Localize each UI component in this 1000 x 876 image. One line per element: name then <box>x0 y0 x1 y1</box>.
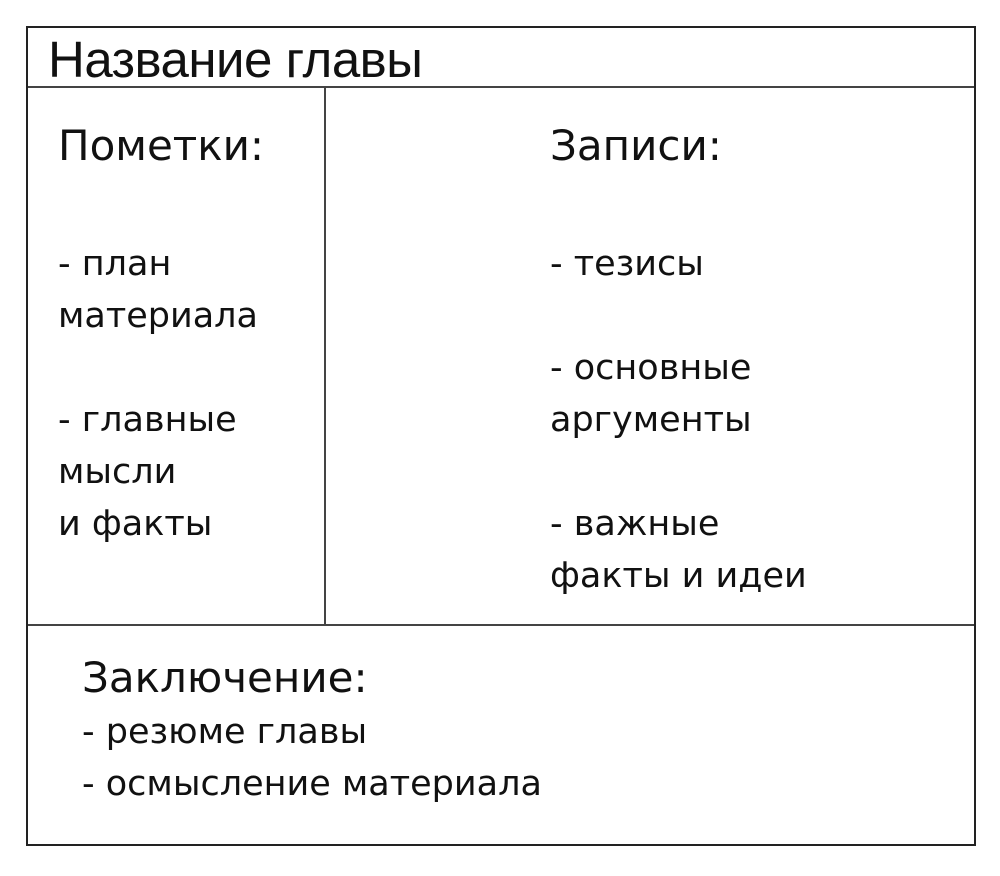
summary-divider <box>28 624 974 626</box>
column-divider <box>324 88 326 624</box>
summary-heading: Заключение: <box>82 653 368 702</box>
records-item: - важные факты и идеи <box>550 504 807 596</box>
notes-item: - главные мысли и факты <box>58 400 237 544</box>
records-heading: Записи: <box>550 121 722 170</box>
notes-heading: Пометки: <box>58 121 265 170</box>
title-row <box>28 28 974 88</box>
cornell-notes-template <box>26 26 976 846</box>
notes-item: - план материала <box>58 244 259 336</box>
chapter-title: Название главы <box>48 31 423 88</box>
summary-list <box>82 706 542 810</box>
summary-item: - резюме главы <box>82 712 368 752</box>
records-item: - основные аргументы <box>550 348 752 440</box>
summary-item: - осмысление материала <box>82 764 542 804</box>
records-item: - тезисы <box>550 244 704 284</box>
